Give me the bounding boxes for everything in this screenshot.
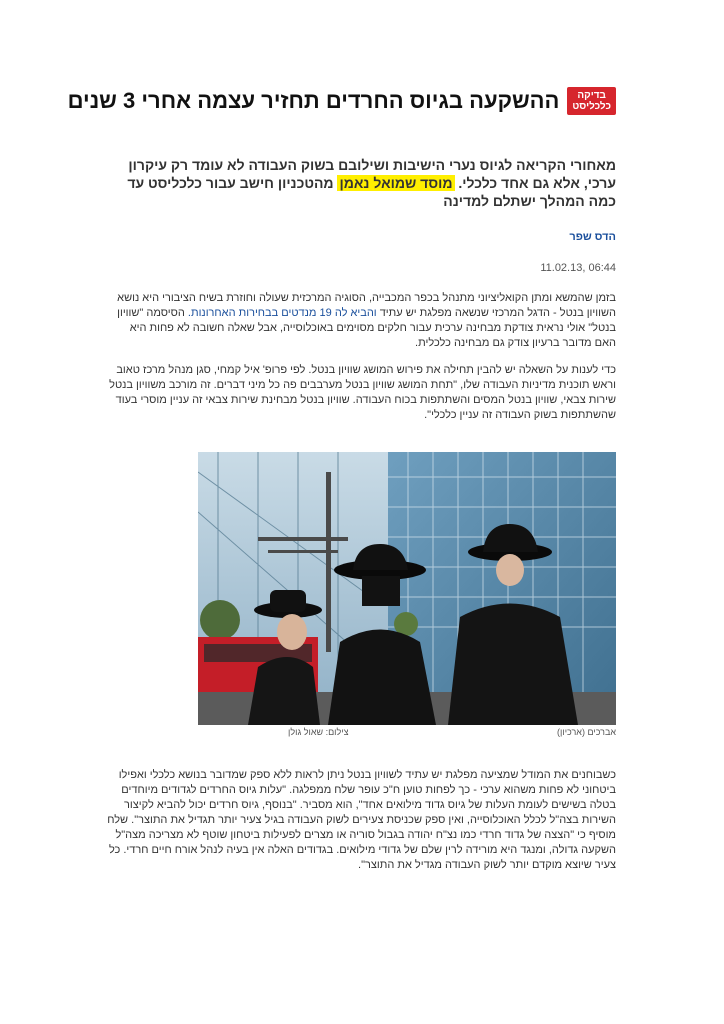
article-lead xyxy=(106,156,616,210)
badge-line-1: בדיקה xyxy=(577,90,606,101)
publish-date: 11.02.13, 06:44 xyxy=(540,262,616,274)
badge-line-2: כלכליסט xyxy=(572,101,611,112)
lead-highlight: מוסד שמואל נאמן xyxy=(339,175,453,191)
article-photo xyxy=(198,452,616,725)
article-title: ההשקעה בגיוס החרדים תחזיר עצמה אחרי 3 שנים xyxy=(67,88,560,113)
paragraph-2: כדי לענות על השאלה יש להבין תחילה את פירוש המושג שוויון בנטל. לפי פרופ' איל קמחי, סגן מנהל מרכז טאוב וראש תוכנית מדיניות העבודה שלו, "תחת המושג שוויון בנטל מערבבים פה כל מיני דברים. זה מורכב משוויון בנטל שירות צבאי, שוויון בנטל המסים והשתתפות בכוח העבודה. שוויון בנטל מבחינת שירות צבאי זה עניין מוסרי בעוד שהשתתפות בשוק העבודה זה עניין כלכלי". xyxy=(109,364,616,421)
paragraph-1-text: בזמן שהמשא ומתן הקואליציוני מתנהל בכפר המכבייה, הסוגיה המרכזית שעולה וחוזרת בשיח הציבורי היא נושא השוויון בנטל - הדגל המרכזי שנשאה מפלגת יש עתיד xyxy=(117,292,616,319)
paragraph-1-text-cont: הסיסמה "שוויון בנטל" אולי נראית צודקת מבחינה ערכית עבור חלקים מסוימים באוכלוסייה, אבל שאלה חשובה לא פחות היא האם מדובר ברעיון צודק גם מבחינה כלכלית. xyxy=(117,307,616,349)
paragraph-1-link[interactable]: והביא לה 19 מנדטים בבחירות האחרונות. xyxy=(187,307,377,319)
author-link[interactable]: הדס שפר xyxy=(569,231,616,243)
article-header xyxy=(67,84,616,118)
section-badge[interactable] xyxy=(567,87,616,115)
photo-caption xyxy=(198,727,616,743)
lead-text-after: מהטכניון חישב עבור כלכליסט עד כמה המהלך ישתלם למדינה xyxy=(127,175,616,209)
photo-credit: צילום: שאול גולן xyxy=(288,727,349,737)
paragraph-1 xyxy=(106,291,616,351)
paragraph-3: כשבוחנים את המודל שמציעה מפלגת יש עתיד לשוויון בנטל ניתן לראות ללא ספק שמדובר בנושא כלכלי ואפילו ביטחוני לא פחות משהוא ערכי - כך לפחות טוען ח"כ עופר שלח ממפלגה. "עלות גיוס החרדים לגדודים מיוחדים בטלה בשישים לעומת העלות של גיוס גדוד מילואים אחד", הוא מסביר. "בנוסף, גיוס חרדים יכול להביא לקיצור השירות בצה"ל לכלל האוכלוסייה, ואין ספק שכניסת צעירים לשוק העבודה בגיל צעיר יותר תגדיל את התוצר". שלח מוסיף כי "הצצה של גדוד חרדי כמו נצ"ח יהודה בגבול סוריה או מצרים לפעילות ביטחון שוטף לא מצריכה מצה"ל השקעה גדולה, ומנגד היא מורידה לרין שלם של גדודי מילואים. בגדודים האלה אין בעיה לנהל אורח חיים חרדי. כל צעיר שיוצא מוקדם יותר לשוק העבודה מגדיל את התוצר". xyxy=(107,769,616,871)
photo-caption-text: אברכים (ארכיון) xyxy=(557,727,616,737)
lead-text-before: מאחורי הקריאה לגיוס נערי הישיבות ושילובם בשוק העבודה לא עומד רק עיקרון ערכי, אלא גם אחד כלכלי. xyxy=(128,157,616,191)
photo-illustration xyxy=(198,452,616,725)
